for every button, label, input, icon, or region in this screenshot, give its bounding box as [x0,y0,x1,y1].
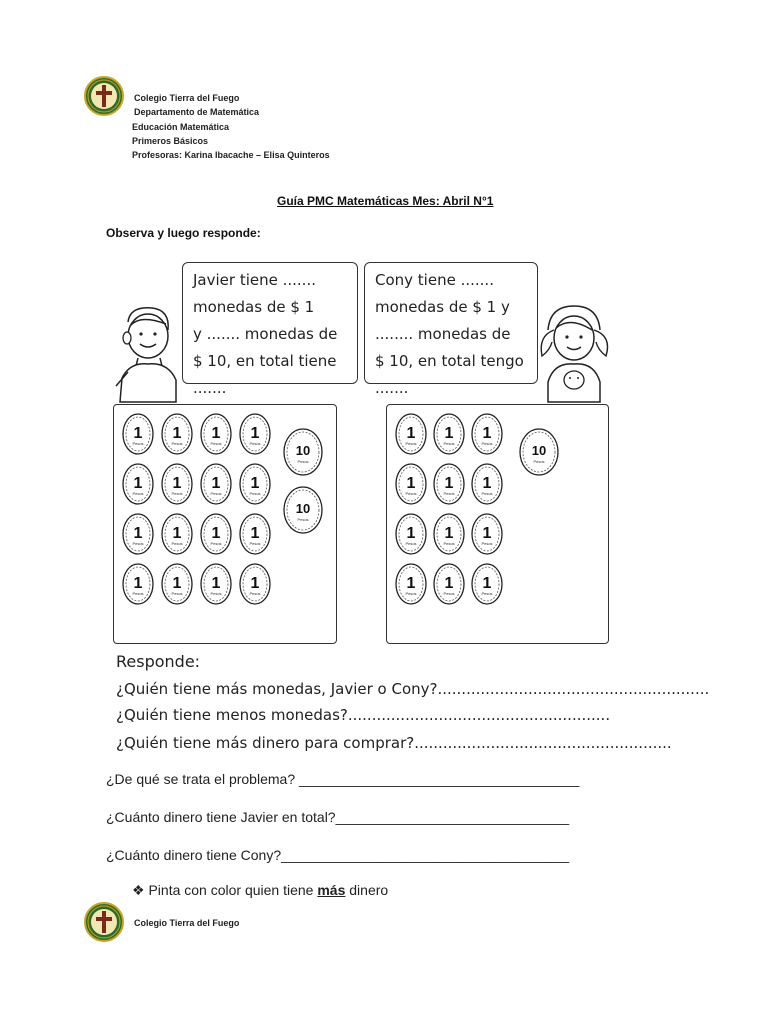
footer-school-logo [84,902,124,942]
svg-text:1: 1 [172,425,182,442]
bubble-line: ........ monedas de [375,325,511,343]
question-fewer-coins: ¿Quién tiene menos monedas?....................................................... [116,706,611,724]
svg-text:Pesos: Pesos [249,591,261,596]
bubble-line: $ 10, en total tiene ....... [193,352,337,397]
svg-text:Pesos: Pesos [171,441,183,446]
cony-one-peso-coin [471,463,503,505]
javier-one-peso-coin [200,413,232,455]
svg-text:10: 10 [531,443,547,458]
cony-one-peso-coin [471,513,503,555]
level: Primeros Básicos [132,136,209,146]
bullet-icon: ❖ [132,882,145,898]
svg-text:Pesos: Pesos [443,541,455,546]
svg-text:Pesos: Pesos [481,491,493,496]
svg-text:1: 1 [406,475,416,492]
footer-school-name: Colegio Tierra del Fuego [134,918,240,928]
cony-speech-bubble [364,262,538,397]
svg-text:Pesos: Pesos [210,591,222,596]
bubble-line: $ 10, en total tengo ....... [375,352,524,397]
cony-one-peso-coin [471,413,503,455]
svg-text:1: 1 [133,575,143,592]
svg-text:Pesos: Pesos [249,541,261,546]
svg-text:1: 1 [406,575,416,592]
svg-text:Pesos: Pesos [481,541,493,546]
instruction: Observa y luego responde: [106,226,261,240]
cony-one-peso-coin [471,563,503,605]
svg-text:1: 1 [250,575,260,592]
svg-text:1: 1 [211,475,221,492]
paint-text-before: Pinta con color quien tiene [148,882,318,898]
question-more-money: ¿Quién tiene más dinero para comprar?...................................................... [116,734,672,752]
svg-text:Pesos: Pesos [297,459,309,464]
cony-one-peso-coin [433,413,465,455]
javier-one-peso-coin [239,513,271,555]
paint-text-after: dinero [345,882,389,898]
svg-text:1: 1 [250,475,260,492]
svg-text:Pesos: Pesos [481,441,493,446]
svg-text:Pesos: Pesos [171,591,183,596]
svg-text:1: 1 [250,525,260,542]
cony-one-peso-coin [395,563,427,605]
svg-text:Pesos: Pesos [443,491,455,496]
javier-speech-bubble [182,262,358,397]
svg-text:1: 1 [133,475,143,492]
cony-one-peso-coin [395,513,427,555]
svg-text:1: 1 [211,575,221,592]
svg-text:1: 1 [211,425,221,442]
javier-one-peso-coin [200,513,232,555]
svg-text:1: 1 [172,575,182,592]
svg-text:10: 10 [295,443,311,458]
paint-instruction [132,882,388,899]
svg-text:Pesos: Pesos [405,491,417,496]
svg-text:Pesos: Pesos [405,591,417,596]
question-problem-about: ¿De qué se trata el problema? ____________________________________ [106,771,580,787]
svg-text:1: 1 [482,575,492,592]
javier-one-peso-coin [161,463,193,505]
javier-one-peso-coin [122,413,154,455]
svg-text:Pesos: Pesos [405,441,417,446]
svg-text:Pesos: Pesos [210,541,222,546]
javier-one-peso-coin [200,463,232,505]
cony-one-peso-coin [395,413,427,455]
department: Departamento de Matemática [134,107,260,117]
svg-text:1: 1 [482,475,492,492]
javier-one-peso-coin [239,563,271,605]
svg-text:Pesos: Pesos [132,591,144,596]
svg-text:1: 1 [444,425,454,442]
svg-text:Pesos: Pesos [249,491,261,496]
svg-text:1: 1 [444,475,454,492]
javier-ten-peso-coin [283,428,323,476]
bubble-line: y ....... monedas de [193,325,338,343]
question-javier-total: ¿Cuánto dinero tiene Javier en total?______________________________ [106,809,570,825]
svg-text:Pesos: Pesos [481,591,493,596]
svg-text:Pesos: Pesos [533,459,545,464]
svg-text:1: 1 [444,525,454,542]
svg-text:Pesos: Pesos [210,441,222,446]
svg-text:10: 10 [295,501,311,516]
bubble-line: monedas de $ 1 [193,298,315,316]
svg-text:Pesos: Pesos [443,591,455,596]
question-more-coins: ¿Quién tiene más monedas, Javier o Cony?......................................................... [116,680,710,698]
cony-ten-peso-coin [519,428,559,476]
svg-text:Pesos: Pesos [249,441,261,446]
subject: Educación Matemática [132,122,230,132]
teachers: Profesoras: Karina Ibacache – Elisa Quinteros [132,150,330,160]
javier-one-peso-coin [239,463,271,505]
svg-text:Pesos: Pesos [171,491,183,496]
bubble-line: Javier tiene ....... [193,271,316,289]
paint-emphasis: más [317,882,346,898]
svg-text:1: 1 [406,425,416,442]
svg-text:Pesos: Pesos [405,541,417,546]
svg-text:Pesos: Pesos [132,441,144,446]
bubble-line: Cony tiene ....... [375,271,494,289]
question-cony-total: ¿Cuánto dinero tiene Cony?_____________________________________ [106,847,570,863]
javier-one-peso-coin [122,463,154,505]
javier-illustration [110,300,190,405]
javier-one-peso-coin [122,513,154,555]
cony-one-peso-coin [433,463,465,505]
svg-text:1: 1 [250,425,260,442]
school-name: Colegio Tierra del Fuego [134,93,240,103]
javier-one-peso-coin [161,563,193,605]
svg-text:1: 1 [133,525,143,542]
javier-one-peso-coin [122,563,154,605]
javier-one-peso-coin [239,413,271,455]
svg-text:1: 1 [444,575,454,592]
cony-one-peso-coin [395,463,427,505]
page-title: Guía PMC Matemáticas Mes: Abril N°1 [277,194,494,208]
svg-text:1: 1 [482,425,492,442]
svg-text:Pesos: Pesos [171,541,183,546]
svg-text:Pesos: Pesos [297,517,309,522]
svg-text:Pesos: Pesos [210,491,222,496]
svg-text:1: 1 [172,525,182,542]
javier-ten-peso-coin [283,486,323,534]
school-logo [84,76,124,116]
svg-text:1: 1 [211,525,221,542]
svg-text:1: 1 [482,525,492,542]
svg-text:Pesos: Pesos [132,541,144,546]
svg-text:1: 1 [406,525,416,542]
javier-one-peso-coin [161,513,193,555]
cony-one-peso-coin [433,563,465,605]
svg-text:1: 1 [172,475,182,492]
bubble-line: monedas de $ 1 y [375,298,510,316]
responde-heading: Responde: [116,652,201,671]
svg-text:Pesos: Pesos [132,491,144,496]
cony-illustration [534,300,614,405]
javier-one-peso-coin [161,413,193,455]
cony-one-peso-coin [433,513,465,555]
javier-one-peso-coin [200,563,232,605]
svg-text:1: 1 [133,425,143,442]
svg-text:Pesos: Pesos [443,441,455,446]
